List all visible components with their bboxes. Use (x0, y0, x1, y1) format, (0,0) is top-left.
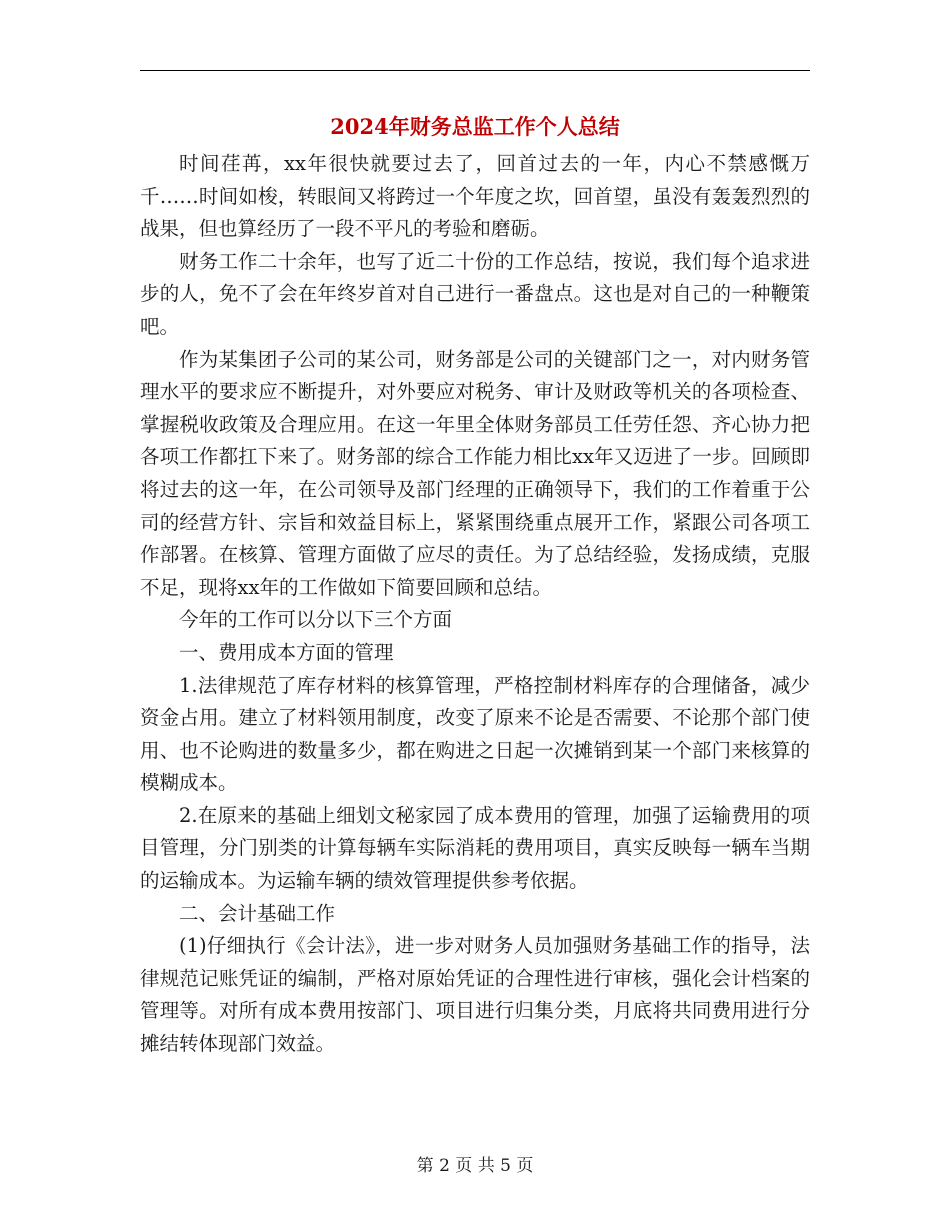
page-number-footer: 第 2 页 共 5 页 (416, 1156, 534, 1176)
section-heading-cost: 一、费用成本方面的管理 (179, 640, 394, 664)
document-title: 2024年财务总监工作个人总结 (330, 114, 620, 139)
section-heading-accounting: 二、会计基础工作 (179, 901, 336, 925)
paragraph-intro: 时间荏苒，xx年很快就要过去了，回首过去的一年，内心不禁感慨万千……时间如梭，转眼间又将跨过一个年度之坎，回首望，虽没有轰轰烈烈的战果，但也算经历了一段不平凡的考验和磨砺。 (140, 152, 810, 241)
paragraph-experience: 财务工作二十余年，也写了近二十份的工作总结，按说，我们每个追求进步的人，免不了会在年终岁首对自己进行一番盘点。这也是对自己的一种鞭策吧。 (140, 249, 810, 338)
paragraph-item-1: 1.法律规范了库存材料的核算管理，严格控制材料库存的合理储备，减少资金占用。建立了材料领用制度，改变了原来不论是否需要、不论那个部门使用、也不论购进的数量多少，都在购进之日起一次摊销到某一个部门来核算的模糊成本。 (140, 673, 810, 795)
document-body (140, 148, 810, 1061)
paragraph-accounting-1: (1)仔细执行《会计法》，进一步对财务人员加强财务基础工作的指导，法律规范记账凭证的编制，严格对原始凭证的合理性进行审核，强化会计档案的管理等。对所有成本费用按部门、项目进行归集分类，月底将共同费用进行分摊结转体现部门效益。 (140, 934, 810, 1056)
paragraph-item-2: 2.在原来的基础上细划文秘家园了成本费用的管理，加强了运输费用的项目管理，分门别类的计算每辆车实际消耗的费用项目，真实反映每一辆车当期的运输成本。为运输车辆的绩效管理提供参考依据。 (140, 803, 810, 893)
header-rule (140, 70, 810, 71)
paragraph-overview: 今年的工作可以分以下三个方面 (179, 608, 453, 632)
paragraph-department: 作为某集团子公司的某公司，财务部是公司的关键部门之一，对内财务管理水平的要求应不断提升，对外要应对税务、审计及财政等机关的各项检查、掌握税收政策及合理应用。在这一年里全体财务部员工任劳任怨、齐心协力把各项工作都扛下来了。财务部的综合工作能力相比xx年又迈进了一步。回顾即将过去的这一年，在公司领导及部门经理的正确领导下，我们的工作着重于公司的经营方针、宗旨和效益目标上，紧紧围绕重点展开工作，紧跟公司各项工作部署。在核算、管理方面做了应尽的责任。为了总结经验，发扬成绩，克服不足，现将xx年的工作做如下简要回顾和总结。 (140, 347, 810, 599)
